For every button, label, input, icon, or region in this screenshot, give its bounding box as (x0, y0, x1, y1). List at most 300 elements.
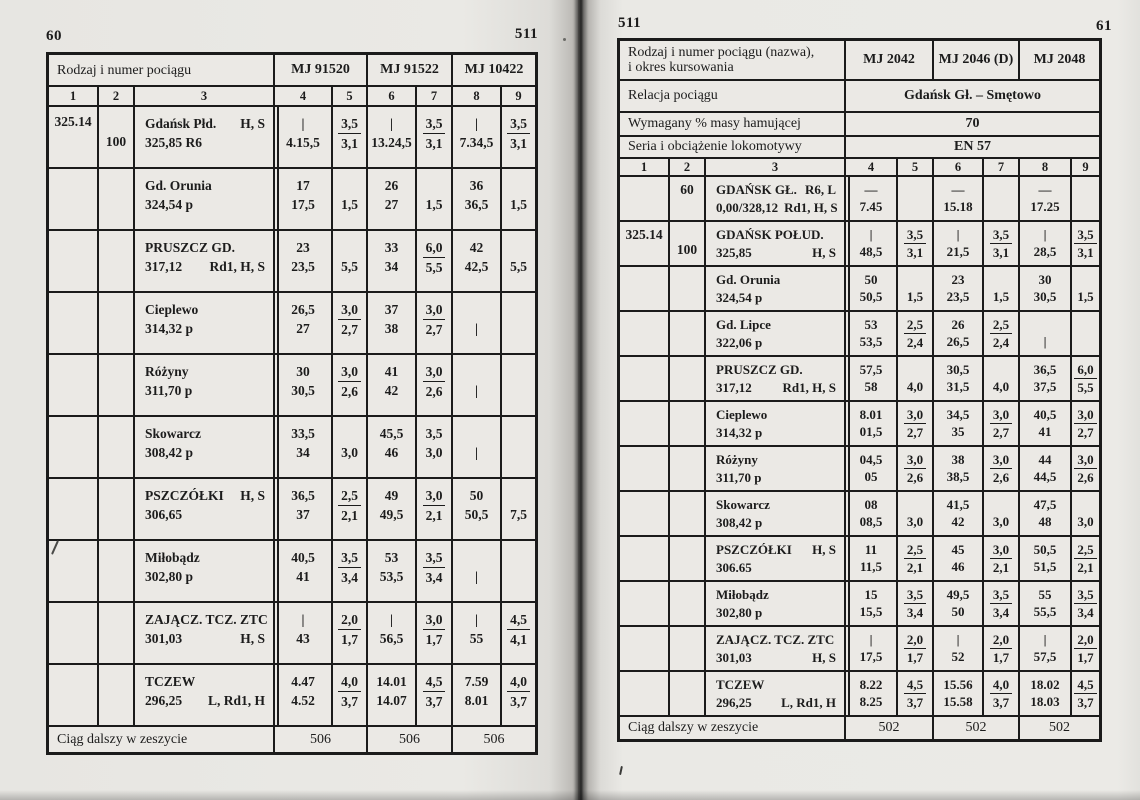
station-note: H, S (812, 245, 836, 260)
fraction-top: 2,5 (904, 316, 926, 334)
station-note (259, 133, 265, 152)
station-note (830, 424, 836, 442)
fraction-value (338, 548, 361, 587)
time-bottom: 41 (1038, 424, 1052, 439)
station-note (830, 406, 836, 424)
fraction-top: 3,0 (904, 451, 926, 469)
time-cell (846, 492, 896, 535)
station-name: PRUSZCZ GD. (716, 362, 803, 377)
fraction-top: 3,0 (423, 610, 446, 630)
time-top: 14.01 (376, 674, 407, 689)
distance-cell (670, 582, 704, 625)
station-km: 306.65 (716, 560, 752, 575)
time-cell (846, 672, 896, 715)
time-cell (333, 479, 366, 539)
time-cell (934, 267, 982, 310)
fraction-value (904, 226, 926, 261)
fraction-value (423, 610, 446, 649)
time-cell (417, 107, 451, 167)
fraction-value (904, 541, 926, 576)
fraction-bottom: 3,7 (992, 695, 1010, 710)
time-top: 33 (384, 240, 399, 255)
continuation-label: Ciąg dalszy w zeszycie (49, 727, 273, 752)
train-header-label: Rodzaj i numer pociągu (nazwa), i okres kursowania (620, 41, 844, 79)
station-note (259, 443, 265, 462)
station-cell (706, 627, 844, 670)
time-cell (984, 357, 1018, 400)
time-cell (934, 627, 982, 670)
column-number: 2 (670, 159, 704, 175)
station-km: 311,70 p (145, 383, 193, 398)
station-name: PSZCZÓŁKI (145, 488, 224, 503)
fraction-value (507, 610, 530, 649)
fraction-top: 3,5 (338, 114, 361, 134)
time-top: | (301, 116, 305, 131)
time-cell (417, 231, 451, 291)
time-top (913, 181, 916, 198)
station-note: H, S (812, 650, 836, 665)
fraction-top: 2,0 (904, 631, 926, 649)
distance-cell (670, 402, 704, 445)
fraction-bottom: 3,4 (425, 570, 443, 585)
fraction-top: 4,5 (904, 676, 926, 694)
station-cell (135, 603, 273, 663)
station-km: 296,25 (145, 693, 183, 708)
fraction-value (507, 114, 530, 153)
line-code-cell: 325.14 (49, 107, 97, 167)
time-cell (1072, 627, 1099, 670)
time-cell (898, 627, 932, 670)
page-number: 60 (46, 28, 62, 44)
fraction-value (423, 672, 446, 711)
time-top: 18.02 (1030, 677, 1060, 692)
time-top: — (951, 182, 965, 197)
time-top (1084, 316, 1087, 333)
station-km: 325,85 (716, 245, 752, 260)
time-cell (1072, 177, 1099, 220)
time-bottom: 5,5 (510, 259, 527, 274)
time-cell (333, 231, 366, 291)
time-bottom: 7,5 (510, 507, 527, 522)
station-name: TCZEW (145, 674, 196, 689)
fraction-value (1074, 676, 1096, 711)
station-note (830, 289, 836, 307)
time-top: 4.47 (291, 674, 315, 689)
time-cell (898, 357, 932, 400)
time-cell (898, 222, 932, 265)
time-cell (984, 492, 1018, 535)
fraction-bottom: 2,4 (906, 335, 924, 350)
fraction-bottom: 3,7 (906, 695, 924, 710)
distance-cell (99, 355, 133, 415)
time-bottom: 35 (951, 424, 965, 439)
time-cell (275, 293, 331, 353)
station-cell (706, 402, 844, 445)
line-code-cell (49, 169, 97, 229)
time-bottom: 4,0 (992, 379, 1010, 394)
time-cell (1020, 312, 1070, 355)
time-cell (934, 222, 982, 265)
time-top: 49,5 (946, 587, 970, 602)
time-bottom: 30,5 (291, 383, 315, 398)
time-top: 50,5 (1033, 542, 1057, 557)
station-name: Skowarcz (716, 497, 770, 512)
column-number: 6 (368, 87, 415, 105)
time-cell (1020, 177, 1070, 220)
time-cell (934, 447, 982, 490)
fraction-bottom: 3,1 (906, 245, 924, 260)
time-cell (502, 107, 535, 167)
time-bottom: 53,5 (379, 569, 404, 584)
station-km: 0,00/328,12 (716, 200, 779, 215)
page-number: 61 (1096, 18, 1112, 34)
continuation-page: 502 (1020, 717, 1099, 739)
time-cell (1072, 582, 1099, 625)
time-top: | (1043, 227, 1047, 242)
train-number: MJ 2046 (D) (934, 41, 1018, 79)
time-top: 40,5 (291, 550, 315, 565)
time-cell (846, 627, 896, 670)
time-bottom: 1,5 (906, 289, 924, 304)
fraction-bottom: 2,1 (906, 560, 924, 575)
station-note (259, 567, 265, 586)
station-name: Cieplewo (145, 302, 199, 317)
fraction-bottom: 2,7 (341, 322, 358, 337)
station-km: 301,03 (145, 631, 183, 646)
time-bottom: 50,5 (859, 289, 883, 304)
time-cell (333, 355, 366, 415)
time-bottom: 46 (951, 559, 965, 574)
time-bottom: 17,5 (291, 197, 315, 212)
time-top: | (1043, 632, 1047, 647)
time-top: 53 (864, 317, 878, 332)
fraction-value (1074, 451, 1096, 486)
time-bottom: 38,5 (946, 469, 970, 484)
station-note (830, 496, 836, 514)
time-cell (333, 541, 366, 601)
fraction-bottom: 3,4 (1077, 605, 1094, 620)
fraction-value (904, 316, 926, 351)
time-cell (1020, 222, 1070, 265)
fraction-bottom: 2,7 (1077, 425, 1094, 440)
column-number: 1 (620, 159, 668, 175)
column-number: 4 (275, 87, 331, 105)
station-cell (706, 357, 844, 400)
time-cell (1072, 447, 1099, 490)
fraction-bottom: 3,4 (341, 570, 358, 585)
line-code-cell (49, 479, 97, 539)
time-top: 04,5 (859, 452, 883, 467)
fraction-top: 2,5 (904, 541, 926, 559)
station-note (830, 559, 836, 577)
fraction-top: 3,0 (338, 300, 361, 320)
time-cell (453, 231, 500, 291)
fraction-top: 3,0 (338, 362, 361, 382)
time-cell (984, 222, 1018, 265)
fraction-bottom: 3,7 (1077, 695, 1094, 710)
station-name: ZAJĄCZ. TCZ. ZTC (716, 632, 835, 647)
train-number: MJ 91520 (275, 55, 366, 85)
station-note: H, S (240, 631, 265, 646)
time-bottom: 46 (384, 445, 399, 460)
time-top: 44 (1038, 452, 1052, 467)
time-bottom: 41 (296, 569, 310, 584)
fraction-top: 6,0 (1074, 361, 1096, 379)
continuation-page: 502 (934, 717, 1018, 739)
station-cell (135, 355, 273, 415)
time-bottom: 34 (296, 445, 310, 460)
time-bottom: | (475, 383, 478, 398)
line-code-cell (620, 357, 668, 400)
time-bottom: 34 (384, 259, 399, 274)
station-cell (135, 293, 273, 353)
scan-speckle (563, 38, 566, 41)
time-cell (1020, 357, 1070, 400)
time-bottom: 42,5 (464, 259, 489, 274)
line-code-cell (49, 231, 97, 291)
fraction-top: 4,0 (990, 676, 1012, 694)
book-spine (574, 0, 588, 800)
time-bottom: | (1043, 334, 1047, 349)
station-note: Rd1, H, S (209, 259, 265, 274)
time-cell (1072, 537, 1099, 580)
time-cell (275, 479, 331, 539)
time-cell (417, 355, 451, 415)
fraction-top: 4,0 (338, 672, 361, 692)
time-cell (502, 417, 535, 477)
time-cell (898, 492, 932, 535)
station-cell (706, 492, 844, 535)
time-top (1043, 316, 1046, 333)
time-bottom: 3,0 (992, 514, 1010, 529)
time-top: | (390, 116, 393, 131)
fraction-value (904, 406, 926, 441)
distance-cell (99, 541, 133, 601)
time-cell (453, 541, 500, 601)
time-top: | (475, 612, 478, 627)
time-cell (898, 672, 932, 715)
time-top: | (301, 612, 305, 627)
time-bottom: 18.03 (1030, 694, 1060, 709)
distance-cell (99, 169, 133, 229)
fraction-value (1074, 406, 1096, 441)
station-km: 311,70 p (716, 470, 762, 485)
station-km: 302,80 p (716, 605, 763, 620)
fraction-top: 3,0 (1074, 451, 1096, 469)
relation-value: Gdańsk Gł. – Smętowo (846, 81, 1099, 111)
time-cell (368, 107, 415, 167)
time-cell (368, 479, 415, 539)
time-top (1084, 181, 1087, 198)
time-cell (898, 582, 932, 625)
fraction-top: 3,0 (423, 486, 446, 506)
time-bottom: | (475, 445, 478, 460)
distance-cell (99, 293, 133, 353)
time-top: 45 (951, 542, 965, 557)
fraction-bottom: 3,1 (1077, 245, 1094, 260)
column-number: 3 (135, 87, 273, 105)
fraction-bottom: 1,7 (906, 650, 924, 665)
time-top: 47,5 (1033, 497, 1057, 512)
time-bottom: 38 (384, 321, 399, 336)
train-number: MJ 2042 (846, 41, 932, 79)
time-bottom: 17,5 (859, 649, 883, 664)
time-top: 30,5 (946, 362, 970, 377)
station-cell (706, 222, 844, 265)
time-bottom: 37 (296, 507, 310, 522)
time-cell (502, 479, 535, 539)
line-code-cell (620, 312, 668, 355)
station-km: 296,25 (716, 695, 752, 710)
time-cell (898, 447, 932, 490)
time-top: | (475, 116, 478, 131)
time-cell (333, 603, 366, 663)
station-name: PRUSZCZ GD. (145, 240, 236, 255)
station-name: PSZCZÓŁKI (716, 542, 792, 557)
line-code-cell (49, 665, 97, 725)
station-cell (706, 267, 844, 310)
brake-mass-value: 70 (846, 113, 1099, 135)
column-number: 7 (984, 159, 1018, 175)
time-bottom: 31,5 (946, 379, 970, 394)
station-km: 302,80 p (145, 569, 194, 584)
time-cell (453, 355, 500, 415)
time-top: | (390, 612, 393, 627)
distance-cell (670, 672, 704, 715)
page-number: 511 (618, 15, 642, 31)
time-cell (275, 417, 331, 477)
time-bottom: 21,5 (946, 244, 970, 259)
column-number: 7 (417, 87, 451, 105)
time-cell (453, 293, 500, 353)
time-bottom: 17.25 (1030, 199, 1060, 214)
station-name: Gd. Lipce (716, 317, 771, 332)
time-bottom: 36,5 (464, 197, 489, 212)
time-top: 41 (384, 364, 399, 379)
time-bottom: 48 (1038, 514, 1052, 529)
time-bottom: 4,0 (906, 379, 924, 394)
time-bottom: 52 (951, 649, 965, 664)
time-cell (846, 222, 896, 265)
time-bottom: 1,5 (1077, 289, 1094, 304)
time-top (348, 238, 351, 257)
distance-cell (670, 357, 704, 400)
fraction-bottom: 3,1 (992, 245, 1010, 260)
time-bottom: 50,5 (464, 507, 489, 522)
fraction-value (1074, 541, 1096, 576)
station-km: 324,54 p (716, 290, 763, 305)
station-cell (135, 231, 273, 291)
column-number: 9 (502, 87, 535, 105)
time-cell (934, 537, 982, 580)
station-name: Gdańsk Płd. (145, 116, 217, 131)
fraction-bottom: 1,7 (992, 650, 1010, 665)
time-cell (846, 267, 896, 310)
fraction-bottom: 2,7 (425, 322, 443, 337)
time-cell (368, 231, 415, 291)
time-cell (453, 169, 500, 229)
time-bottom: 8.25 (859, 694, 883, 709)
fraction-top: 2,5 (990, 316, 1012, 334)
station-note (259, 672, 265, 691)
fraction-value (904, 451, 926, 486)
time-top: 36,5 (291, 488, 315, 503)
time-bottom: 13.24,5 (371, 135, 412, 150)
time-top: 8.01 (859, 407, 883, 422)
fraction-bottom: 3,4 (906, 605, 924, 620)
time-cell (333, 169, 366, 229)
time-cell (1020, 267, 1070, 310)
time-top: 15 (864, 587, 878, 602)
fraction-bottom: 2,6 (992, 470, 1010, 485)
time-cell (502, 603, 535, 663)
time-cell (417, 293, 451, 353)
time-bottom: 1,5 (425, 197, 443, 212)
time-bottom: 37,5 (1033, 379, 1057, 394)
time-cell (502, 169, 535, 229)
fraction-bottom: 2,1 (425, 508, 443, 523)
station-note (268, 610, 273, 629)
time-cell (846, 447, 896, 490)
fraction-top: 3,0 (1074, 406, 1096, 424)
time-bottom: | (475, 569, 478, 584)
fraction-value (423, 300, 446, 339)
time-cell (275, 603, 331, 663)
station-name: Różyny (145, 364, 189, 379)
time-cell (934, 402, 982, 445)
fraction-value (904, 631, 926, 666)
station-note (259, 424, 265, 443)
distance-cell (99, 603, 133, 663)
time-cell (368, 169, 415, 229)
time-cell (502, 355, 535, 415)
time-bottom: 57,5 (1033, 649, 1057, 664)
photo-edge (0, 790, 1140, 800)
fraction-value (338, 610, 361, 649)
time-cell (846, 312, 896, 355)
fraction-top: 3,0 (990, 406, 1012, 424)
time-cell (453, 107, 500, 167)
distance-cell: 100 (670, 222, 704, 265)
station-note: L, Rd1, H (781, 695, 836, 710)
station-name: Skowarcz (145, 426, 201, 441)
fraction-value (338, 300, 361, 339)
time-top: 45,5 (379, 426, 404, 441)
time-bottom: 27 (384, 197, 399, 212)
time-cell (1072, 222, 1099, 265)
time-top: 8.22 (859, 677, 883, 692)
timetable-left (46, 52, 538, 755)
time-top: 33,5 (291, 426, 315, 441)
fraction-top: 3,5 (423, 548, 446, 568)
fraction-bottom: 3,4 (992, 605, 1010, 620)
station-note: H, S (812, 542, 836, 557)
station-km: 317,12 (145, 259, 183, 274)
station-cell (135, 417, 273, 477)
time-top (999, 271, 1002, 288)
line-code-cell (620, 537, 668, 580)
relation-label: Relacja pociągu (620, 81, 844, 111)
time-top: 40,5 (1033, 407, 1057, 422)
fraction-top: 2,5 (338, 486, 361, 506)
time-cell (417, 665, 451, 725)
fraction-bottom: 2,4 (992, 335, 1010, 350)
time-cell (984, 582, 1018, 625)
time-top: | (869, 227, 873, 242)
fraction-top: 2,0 (990, 631, 1012, 649)
time-cell (846, 582, 896, 625)
time-top: 26 (951, 317, 965, 332)
